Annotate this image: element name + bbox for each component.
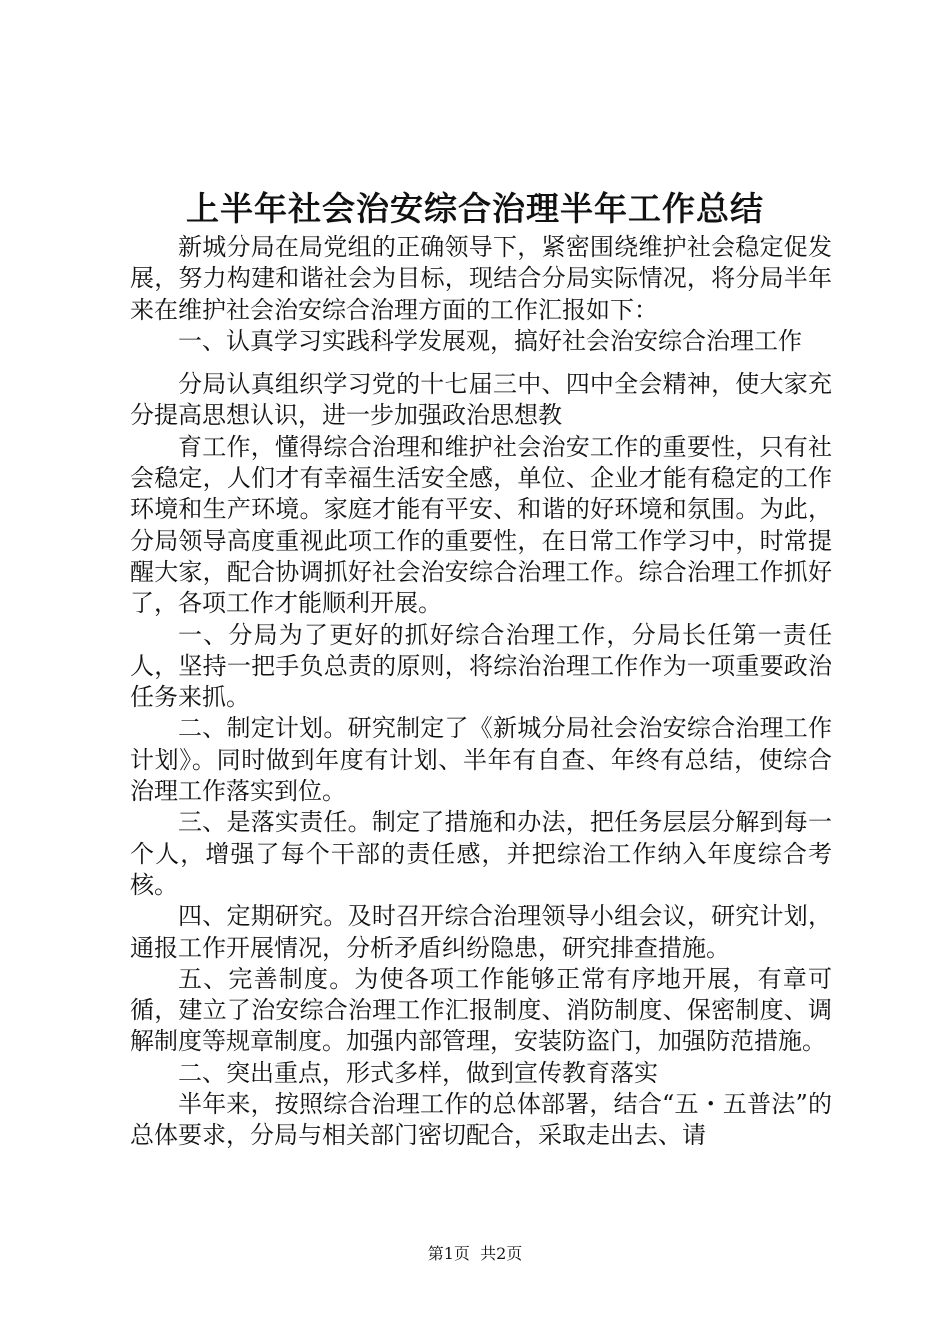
page-number: 第1页 (427, 1244, 470, 1263)
paragraph-item-1: 一、分局为了更好的抓好综合治理工作，分局长任第一责任人，坚持一把手负总责的原则，将综治治理工作作为一项重要政治任务来抓。 (130, 620, 832, 712)
paragraph-intro: 新城分局在局党组的正确领导下，紧密围绕维护社会稳定促发展，努力构建和谐社会为目标，现结合分局实际情况，将分局半年来在维护社会治安综合治理方面的工作汇报如下： (130, 233, 832, 324)
paragraph-item-3: 三、是落实责任。制定了措施和办法，把任务层层分解到每一个人，增强了每个干部的责任感，并把综治工作纳入年度综合考核。 (130, 808, 832, 899)
heading-section-1: 一、认真学习实践科学发展观，搞好社会治安综合治理工作 (178, 326, 802, 355)
paragraph-education: 育工作，懂得综合治理和维护社会治安工作的重要性，只有社会稳定，人们才有幸福生活安全感，单位、企业才能有稳定的工作环境和生产环境。家庭才能有平安、和谐的好环境和氛围。为此，分局领导高度重视此项工作的重要性，在日常工作学习中，时常提醒大家，配合协调抓好社会治安综合治理工作。综合治理工作抓好了，各项工作才能顺利开展。 (130, 432, 832, 618)
document-body (130, 232, 832, 1152)
paragraph-study: 分局认真组织学习党的十七届三中、四中全会精神，使大家充分提高思想认识，进一步加强政治思想教 (130, 370, 832, 430)
paragraph-item-2: 二、制定计划。研究制定了《新城分局社会治安综合治理工作计划》。同时做到年度有计划、半年有自查、年终有总结，使综合治理工作落实到位。 (130, 714, 832, 806)
document-title: 上半年社会治安综合治理半年工作总结 (186, 189, 764, 228)
page-total: 共2页 (480, 1244, 523, 1263)
page-footer (0, 1242, 950, 1266)
paragraph-item-5: 五、完善制度。为使各项工作能够正常有序地开展，有章可循，建立了治安综合治理工作汇报制度、消防制度、保密制度、调解制度等规章制度。加强内部管理，安装防盗门，加强防范措施。 (130, 964, 832, 1056)
paragraph-publicity: 半年来，按照综合治理工作的总体部署，结合“五・五普法”的总体要求，分局与相关部门密切配合，采取走出去、请 (130, 1090, 832, 1150)
heading-section-2: 二、突出重点，形式多样，做到宣传教育落实 (178, 1058, 658, 1087)
paragraph-item-4: 四、定期研究。及时召开综合治理领导小组会议，研究计划，通报工作开展情况，分析矛盾纠纷隐患，研究排查措施。 (130, 902, 832, 962)
